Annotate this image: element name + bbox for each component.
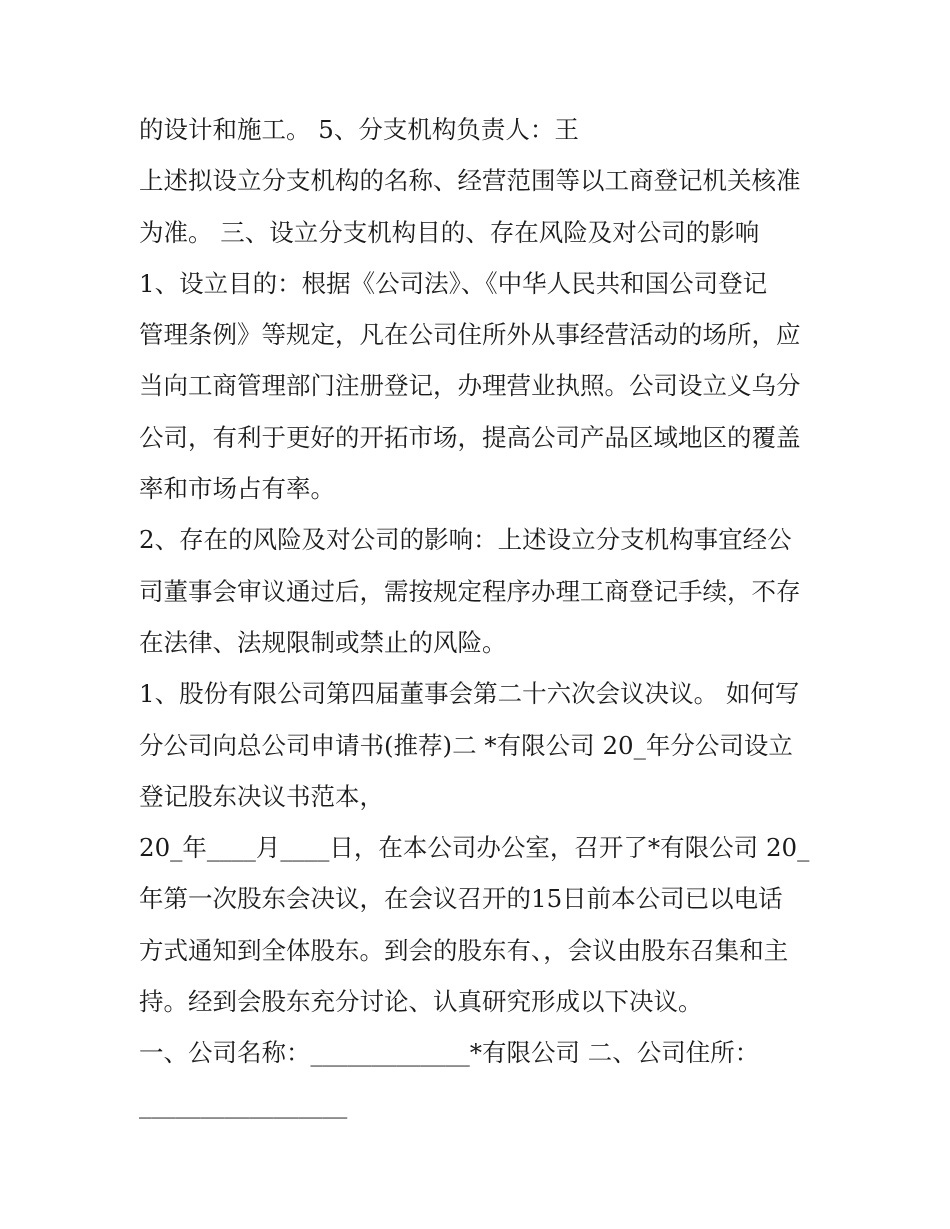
- text-line: 1、股份有限公司第四届董事会第二十六次会议决议。 如何写: [139, 679, 800, 709]
- text-line: 率和市场占有率。: [139, 474, 335, 504]
- text-line: 的设计和施工。 5、分支机构负责人：王: [139, 115, 579, 144]
- text-line: 公司，有利于更好的开拓市场，提高公司产品区域地区的覆盖: [139, 422, 801, 452]
- text-line: 持。经到会股东充分讨论、认真研究形成以下决议。: [139, 987, 703, 1017]
- text-line: 年第一次股东会决议，在会议召开的15日前本公司已以电话: [139, 884, 783, 914]
- text-line: 20_年____月____日，在本公司办公室，召开了*有限公司 20_: [139, 833, 810, 863]
- text-line: 司董事会审议通过后，需按规定程序办理工商登记手续，不存: [139, 576, 801, 606]
- text-line: _________________: [139, 1089, 348, 1119]
- document-body: [139, 104, 829, 1130]
- text-line: 为准。 三、设立分支机构目的、存在风险及对公司的影响: [139, 217, 760, 247]
- text-line: 一、公司名称：_____________*有限公司 二、公司住所：: [139, 1038, 760, 1068]
- text-line: 方式通知到全体股东。到会的股东有、，会议由股东召集和主: [139, 935, 789, 965]
- text-line: 管理条例》等规定，凡在公司住所外从事经营活动的场所，应: [139, 320, 801, 350]
- text-line: 1、设立目的：根据《公司法》、《中华人民共和国公司登记: [139, 268, 768, 298]
- text-line: 分公司向总公司申请书(推荐)二 *有限公司 20_年分公司设立: [139, 730, 793, 760]
- text-line: 在法律、法规限制或禁止的风险。: [139, 627, 507, 657]
- text-line: 当向工商管理部门注册登记，办理营业执照。公司设立义乌分: [139, 371, 801, 401]
- text-line: 上述拟设立分支机构的名称、经营范围等以工商登记机关核准: [139, 166, 801, 196]
- text-line: 登记股东决议书范本，: [139, 781, 384, 811]
- text-line: 2、存在的风险及对公司的影响：上述设立分支机构事宜经公: [139, 525, 792, 555]
